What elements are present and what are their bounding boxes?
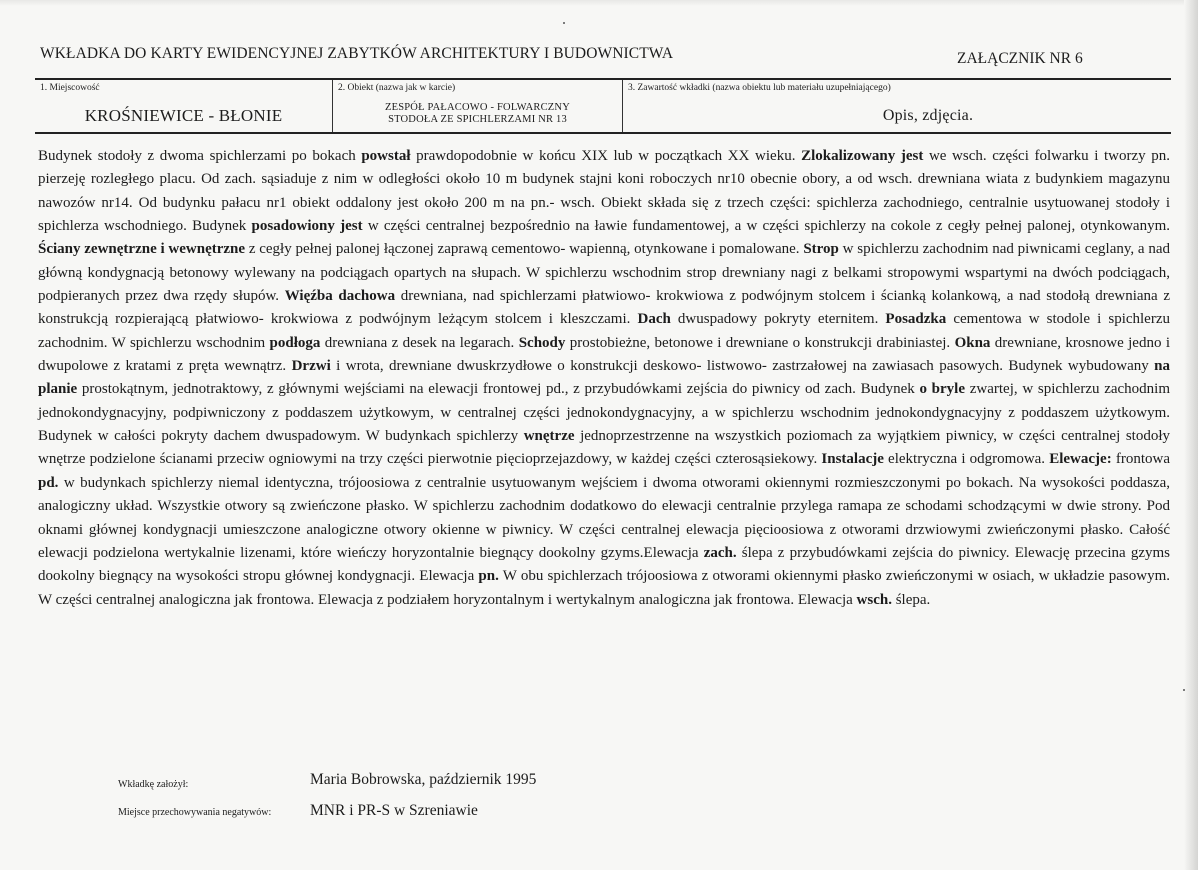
description-run: drewniana, nad spichlerzami płatwiowo- krokwiowa z podwójnym stolcem i ścianką kolankową, a nad stodołą drewniana z konstrukcją rozpierającą płatwiowo- krokwiowa z podwójnym leżącym stolcem i kleszczami. (38, 288, 1171, 328)
author-value: Maria Bobrowska, październik 1995 (310, 771, 537, 788)
negatives-location-value: MNR i PR-S w Szreniawie (310, 802, 478, 819)
description-run: prostobieżne, betonowe i drewniane o konstrukcji drabiniastej. (565, 334, 955, 351)
field-contents-value: Opis, zdjęcia. (882, 107, 974, 124)
negatives-location-label: Miejsce przechowywania negatywów: (118, 807, 272, 818)
field-contents-label: 3. Zawartość wkładki (nazwa obiektu lub materiału uzupełniającego) (628, 83, 891, 93)
scan-speck (1183, 689, 1185, 691)
description-run: w budynkach spichlerzy niemal identyczna, trójoosiowa z centralnie usytuowanym wejściem i dwoma otworami okiennymi rozmieszczonymi po bokach. Na wysokości poddasza, analogiczny układ. Wszystkie otwory są zwieńczone płasko. W spichlerzu zachodnim dodatkowo do elewacji centralnie przylega ramapa ze schodami schodzącymi w dwie strony. Pod oknami głównej kondygnacji umieszczone analogiczne otwory okienne w piwnicy. W części centralnej elewacja pięcioosiowa z otworami drzwiowymi zwieńczonymi płasko. Całość elewacji podzielona wertykalnie lizenami, które wieńczy horyzontalnie biegnący dookolny gzyms.Elewacja (38, 474, 1170, 561)
annex-number: ZAŁĄCZNIK NR 6 (957, 50, 1083, 67)
description-bold-term: na planie (38, 358, 1170, 398)
description-run: W obu spichlerzach trójoosiowa z otworami okiennymi płasko zwieńczonymi w osiach, w układzie pasowym. W części centralnej analogiczna jak frontowa. Elewacja z podziałem horyzontalnym i wertykalnym analogiczna jak frontowa. Elewacja (38, 568, 1170, 608)
description-bold-term: Okna (954, 334, 991, 351)
field-contents (622, 80, 1171, 132)
description-bold-term: Elewacje: (1049, 451, 1112, 468)
description-text (38, 145, 1170, 612)
description-run: Budynek stodoły z dwoma spichlerzami po bokach (38, 148, 362, 164)
description-bold-term: powstał (361, 148, 411, 164)
scan-edge-top (0, 0, 1198, 6)
description-bold-term: Drzwi (291, 358, 331, 375)
description-bold-term: Strop (803, 241, 839, 258)
description-bold-term: Posadzka (885, 311, 947, 328)
description-bold-term: Instalacje (821, 451, 884, 468)
form-fields-row (35, 78, 1171, 134)
document-title: WKŁADKA DO KARTY EWIDENCYJNEJ ZABYTKÓW ARCHITEKTURY I BUDOWNICTWA (40, 45, 674, 62)
description-run: w części centralnej bezpośrednio na ławie fundamentowej, a w części spichlerzy na cokole z cegły pełnej palonej, otynkowanym. (362, 218, 1170, 235)
description-bold-term: podłoga (269, 334, 321, 351)
description-run: ślepa z przybudówkami zejścia do piwnicy. Elewację przecina gzyms dookolny biegnący na wysokości stropu głównej kondygnacji. Elewacja (38, 544, 1171, 585)
author-label: Wkładkę założył: (118, 779, 189, 790)
description-run: jednoprzestrzenne na wszystkich poziomach za wyjątkiem piwnicy, w części centralnej stodoły wnętrze podzielone ścianami przeciw ogniowymi na trzy części pierwotnie pięcioprzejazdowy, w każdej części czterosąsiekowy. (38, 428, 1170, 468)
description-bold-term: zach. (703, 544, 737, 561)
field-object-value (333, 102, 622, 126)
description-run: prawdopodobnie w końcu XIX lub w początkach XX wieku. (410, 148, 802, 164)
description-bold-term: Dach (637, 311, 671, 328)
description-run: frontowa (1111, 451, 1170, 468)
scan-edge-right (1184, 0, 1198, 870)
description-run: elektryczna i odgromowa. (883, 451, 1050, 468)
description-run: z cegły pełnej palonej łączonej zaprawą cementowo- wapienną, otynkowane i pomalowane. (245, 241, 804, 258)
field-object-label: 2. Obiekt (nazwa jak w karcie) (338, 83, 456, 93)
field-locality (35, 80, 332, 132)
field-locality-value: KROŚNIEWICE - BŁONIE (84, 106, 283, 125)
description-run: i wrota, drewniane dwuskrzydłowe o konstrukcji deskowo- listwowo- zastrzałowej na zawiasach pasowych. Budynek wybudowany (330, 358, 1155, 375)
description-bold-term: Ściany zewnętrzne i wewnętrzne (38, 241, 246, 258)
description-bold-term: Więźba dachowa (284, 288, 396, 305)
description-run: prostokątnym, jednotraktowy, z głównymi wejściami na elewacji frontowej pd., z przybudówkami zejścia do piwnicy od zach. Budynek (77, 381, 920, 398)
description-run: w spichlerzu zachodnim nad piwnicami ceglany, a nad główną kondygnacją betonowy wylewany na podciągach opartych na słupach. W spichlerzu wschodnim strop drewniany nagi z belkami stropowymi wspartymi na dwóch podciągach, podpieranych przez dwa rzędy słupów. (38, 241, 1170, 305)
description-bold-term: pn. (478, 568, 499, 585)
scan-speck (563, 22, 565, 24)
description-bold-term: pd. (38, 474, 59, 491)
description-run: ślepa. (891, 591, 931, 608)
description-bold-term: Zlokalizowany jest (801, 148, 924, 164)
description-bold-term: wsch. (856, 591, 892, 608)
field-object-value-line2: STODOŁA ZE SPICHLERZAMI NR 13 (388, 114, 567, 125)
description-bold-term: o bryle (919, 381, 966, 398)
description-run: zwartej, w spichlerzu zachodnim jednokondygnacyjny, podpiwniczony z poddaszem użytkowym, w centralnej części jednokondygnacyjny, a w spichlerzu wschodnim jednokondygnacyjny z poddaszem użytkowym. Budynek w całości pokryty dachem dwuspadowym. W budynkach spichlerzy (38, 381, 1171, 445)
description-run: drewniana z desek na legarach. (320, 334, 519, 351)
description-run: we wsch. części folwarku i tworzy pn. pierzeję rozległego placu. Od zach. sąsiaduje z nim w odległości około 10 m budynek stajni koni roboczych nr10 obecnie obory, a od wsch. drewniana wiata z budynkiem magazynu nawozów nr14. Od budynku pałacu nr1 obiekt oddalony jest około 200 m na pn.- wsch. Obiekt składa się z trzech części: spichlerza zachodniego, centralnie usytuowanej stodoły i spichlerza wschodniego. Budynek (38, 148, 1171, 235)
description-run: cementowa w stodole i spichlerzu zachodnim. W spichlerzu wschodnim (38, 311, 1170, 351)
description-bold-term: posadowiony jest (251, 218, 363, 235)
description-bold-term: Schody (518, 334, 566, 351)
description-bold-term: wnętrze (523, 428, 575, 445)
description-run: drewniane, krosnowe jedno i dwupolowe z kratami z pręta wewnątrz. (38, 334, 1171, 375)
description-run: dwuspadowy pokryty eternitem. (670, 311, 886, 328)
field-locality-label: 1. Miejscowość (40, 83, 100, 93)
field-object-value-line1: ZESPÓŁ PAŁACOWO - FOLWARCZNY (385, 102, 570, 113)
field-object (332, 80, 622, 132)
